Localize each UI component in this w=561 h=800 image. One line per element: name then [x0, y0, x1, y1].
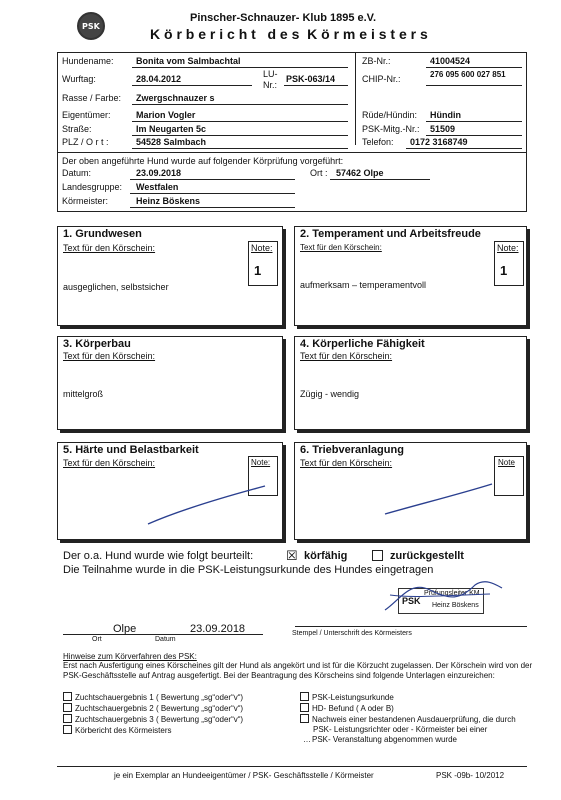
phone-label: Telefon:: [362, 137, 394, 147]
birth-value: 28.04.2012: [136, 74, 182, 84]
notes-right-item: …PSK- Veranstaltung abgenommen wurde: [303, 735, 457, 744]
section-4-title: 4. Körperliche Fähigkeit: [300, 338, 425, 350]
checkbox[interactable]: [63, 725, 72, 734]
checkbox[interactable]: [63, 692, 72, 701]
section-1-text: ausgeglichen, selbstsicher: [63, 282, 169, 292]
judge-label: Körmeister:: [62, 196, 109, 206]
section-2-title: 2. Temperament und Arbeitsfreude: [300, 228, 481, 240]
section-3-title: 3. Körperbau: [63, 338, 131, 350]
city-value: 54528 Salmbach: [136, 137, 207, 147]
section-1-note-label: Note:: [251, 243, 273, 253]
section-5-subtitle: Text für den Körschein:: [63, 458, 156, 468]
section-2-text: aufmerksam – temperamentvoll: [300, 280, 427, 290]
exam-date-label: Datum:: [62, 168, 92, 178]
section-3-subtitle: Text für den Körschein:: [63, 351, 156, 361]
notes-left-item: Körbericht des Körmeisters: [63, 725, 243, 736]
section-1-subtitle: Text für den Körschein:: [63, 243, 156, 253]
signing-place-label: Ort: [92, 636, 102, 643]
section-2-subtitle: Text für den Körschein:: [300, 243, 382, 252]
stamp-line1: Prüfungsleiter KM: [424, 590, 480, 597]
exam-place: 57462 Olpe: [336, 168, 384, 178]
section-5-title: 5. Härte und Belastbarkeit: [63, 444, 199, 456]
signing-sig-label: Stempel / Unterschrift des Körmeisters: [292, 630, 412, 637]
notes-left-item: Zuchtschauergebnis 2 ( Bewertung „sg“oder“v“): [63, 703, 243, 714]
street-value: Im Neugarten 5c: [136, 124, 207, 134]
section-2-box: [294, 226, 527, 326]
club-name: Pinscher-Schnauzer- Klub 1895 e.V.: [190, 12, 377, 24]
checkbox[interactable]: [300, 714, 309, 723]
exam-intro: Der oben angeführte Hund wurde auf folgender Körprüfung vorgeführt:: [62, 156, 344, 166]
section-6-note-label: Note: [498, 458, 515, 467]
notes-right-item-cont: PSK- Leistungsrichter oder - Körmeister bei einer: [313, 725, 488, 734]
stamp-line2: Heinz Böskens: [432, 602, 479, 609]
checkbox[interactable]: [63, 714, 72, 723]
name-value: Bonita vom Salmbachtal: [136, 56, 241, 66]
footer-form-id: PSK -09b- 10/2012: [436, 771, 505, 780]
notes-left-list: [63, 692, 243, 736]
owner-value: Marion Vogler: [136, 110, 196, 120]
verdict-checkbox-deferred[interactable]: [372, 550, 383, 561]
section-2-note: 1: [500, 263, 508, 278]
lu-value: PSK-063/14: [286, 74, 336, 84]
notes-body: Erst nach Ausfertigung eines Körscheines gilt der Hund als angekört und ist für die Körzucht zugelassen. Der Körschein wird von der PSK-Geschäftsstelle auf Antrag ausgefertigt. Bei der Beantragung des Körscheins sind folgende Unterlagen einzureichen:: [63, 661, 533, 680]
chip-value: 276 095 600 027 851: [430, 70, 506, 79]
lu-label: LU- Nr.:: [263, 69, 278, 90]
notes-right-item: HD- Befund ( A oder B): [300, 703, 516, 714]
section-6-subtitle: Text für den Körschein:: [300, 458, 393, 468]
signing-date: 23.09.2018: [190, 623, 246, 635]
member-label: PSK-Mitg.-Nr.:: [362, 124, 420, 134]
checkbox[interactable]: [300, 692, 309, 701]
breed-value: Zwergschnauzer s: [136, 93, 215, 103]
notes-right-list: [300, 692, 516, 745]
breed-label: Rasse / Farbe:: [62, 93, 122, 103]
notes-heading: Hinweise zum Körverfahren des PSK:: [63, 652, 197, 661]
section-5-note-label: Note:: [251, 458, 271, 467]
verdict-lead: Der o.a. Hund wurde wie folgt beurteilt:: [63, 550, 254, 562]
section-4-text: Zügig - wendig: [300, 389, 360, 399]
group-value: Westfalen: [136, 182, 179, 192]
verdict-line2: Die Teilnahme wurde in die PSK-Leistungsurkunde des Hundes eingetragen: [63, 564, 434, 576]
notes-right-item: PSK-Leistungsurkunde: [300, 692, 516, 703]
phone-value: 0172 3168749: [410, 137, 468, 147]
section-3-text: mittelgroß: [63, 389, 104, 399]
section-6-title: 6. Triebveranlagung: [300, 444, 404, 456]
section-6-strike-line: [380, 480, 500, 520]
section-4-subtitle: Text für den Körschein:: [300, 351, 393, 361]
sex-value: Hündin: [430, 110, 461, 120]
checkbox[interactable]: [300, 703, 309, 712]
footer-distribution: je ein Exemplar an Hundeeigentümer / PSK- Geschäftsstelle / Körmeister: [114, 771, 374, 780]
exam-place-label: Ort :: [310, 168, 328, 178]
notes-left-item: Zuchtschauergebnis 1 ( Bewertung „sg“oder“v“): [63, 692, 243, 703]
psk-logo: [77, 12, 105, 40]
owner-label: Eigentümer:: [62, 110, 111, 120]
verdict-option-koerfaehig: körfähig: [304, 550, 348, 562]
sex-label: Rüde/Hündin:: [362, 110, 418, 120]
verdict-option-zurueckgestellt: zurückgestellt: [390, 550, 464, 562]
street-label: Straße:: [62, 124, 92, 134]
name-label: Hundename:: [62, 56, 114, 66]
stamp-mark: PSK: [402, 596, 421, 606]
signing-place: Olpe: [113, 623, 137, 635]
section-1-title: 1. Grundwesen: [63, 228, 142, 240]
notes-right-item: Nachweis einer bestandenen Ausdauerprüfung, die durch: [300, 714, 516, 725]
verdict-checkbox-checked[interactable]: ☒: [286, 548, 298, 563]
section-1-note: 1: [254, 263, 262, 278]
exam-date: 23.09.2018: [136, 168, 182, 178]
zb-label: ZB-Nr.:: [362, 56, 391, 66]
notes-left-item: Zuchtschauergebnis 3 ( Bewertung „sg“oder“v“): [63, 714, 243, 725]
section-5-strike-line: [140, 480, 270, 530]
chip-label: CHIP-Nr.:: [362, 74, 401, 84]
section-2-note-label: Note:: [497, 243, 519, 253]
birth-label: Wurftag:: [62, 74, 96, 84]
page-title: K ö r b e r i c h t d e s K ö r m e i s t e r s: [150, 26, 428, 42]
checkbox[interactable]: [63, 703, 72, 712]
zb-value: 41004524: [430, 56, 471, 66]
group-label: Landesgruppe:: [62, 182, 123, 192]
member-value: 51509: [430, 124, 456, 134]
signing-date-label: Datum: [155, 636, 176, 643]
city-label: PLZ / O r t :: [62, 137, 109, 147]
signature: [380, 570, 510, 620]
judge-value: Heinz Böskens: [136, 196, 201, 206]
